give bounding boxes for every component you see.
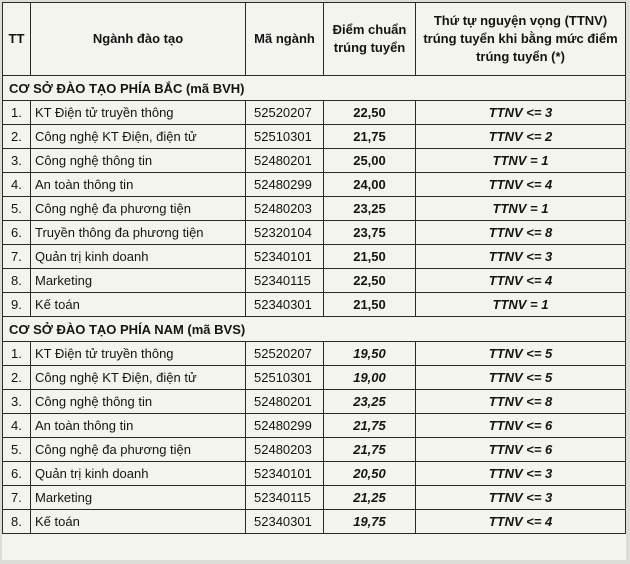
table-row	[3, 173, 626, 197]
major-name: Kế toán	[31, 293, 246, 317]
cutoff-score: 21,25	[324, 486, 416, 510]
major-code: 52480203	[246, 438, 324, 462]
table-row	[3, 221, 626, 245]
row-number: 2.	[3, 366, 31, 390]
ttnv-condition: TTNV <= 4	[416, 173, 626, 197]
cutoff-score: 25,00	[324, 149, 416, 173]
cutoff-score: 24,00	[324, 173, 416, 197]
table-row	[3, 245, 626, 269]
major-name: Công nghệ thông tin	[31, 390, 246, 414]
header-code: Mã ngành	[246, 3, 324, 76]
ttnv-condition: TTNV <= 8	[416, 390, 626, 414]
row-number: 4.	[3, 414, 31, 438]
major-name: Công nghệ KT Điện, điện tử	[31, 125, 246, 149]
major-code: 52510301	[246, 366, 324, 390]
table-row	[3, 293, 626, 317]
ttnv-condition: TTNV = 1	[416, 149, 626, 173]
row-number: 7.	[3, 245, 31, 269]
major-name: Công nghệ đa phương tiện	[31, 197, 246, 221]
major-name: Kế toán	[31, 510, 246, 534]
ttnv-condition: TTNV <= 5	[416, 342, 626, 366]
major-code: 52340115	[246, 486, 324, 510]
major-code: 52340101	[246, 245, 324, 269]
major-name: Công nghệ thông tin	[31, 149, 246, 173]
table-row	[3, 438, 626, 462]
cutoff-score: 21,50	[324, 245, 416, 269]
major-name: KT Điện tử truyền thông	[31, 342, 246, 366]
table-row	[3, 462, 626, 486]
header-major: Ngành đào tạo	[31, 3, 246, 76]
major-code: 52480201	[246, 390, 324, 414]
ttnv-condition: TTNV <= 4	[416, 510, 626, 534]
table-row	[3, 486, 626, 510]
cutoff-score: 23,25	[324, 197, 416, 221]
section-title: CƠ SỞ ĐÀO TẠO PHÍA NAM (mã BVS)	[3, 317, 626, 342]
row-number: 5.	[3, 438, 31, 462]
row-number: 3.	[3, 149, 31, 173]
row-number: 2.	[3, 125, 31, 149]
section-row	[3, 76, 626, 101]
cutoff-score: 21,50	[324, 293, 416, 317]
cutoff-score: 19,75	[324, 510, 416, 534]
cutoff-score: 19,50	[324, 342, 416, 366]
row-number: 8.	[3, 510, 31, 534]
ttnv-condition: TTNV <= 8	[416, 221, 626, 245]
row-number: 1.	[3, 342, 31, 366]
major-name: An toàn thông tin	[31, 173, 246, 197]
major-name: An toàn thông tin	[31, 414, 246, 438]
ttnv-condition: TTNV <= 6	[416, 438, 626, 462]
major-name: Công nghệ đa phương tiện	[31, 438, 246, 462]
row-number: 7.	[3, 486, 31, 510]
section-row	[3, 317, 626, 342]
header-row	[3, 3, 626, 76]
row-number: 5.	[3, 197, 31, 221]
ttnv-condition: TTNV <= 5	[416, 366, 626, 390]
major-code: 52340101	[246, 462, 324, 486]
row-number: 8.	[3, 269, 31, 293]
cutoff-score: 21,75	[324, 414, 416, 438]
row-number: 6.	[3, 462, 31, 486]
major-code: 52340115	[246, 269, 324, 293]
major-code: 52510301	[246, 125, 324, 149]
major-name: Công nghệ KT Điện, điện tử	[31, 366, 246, 390]
ttnv-condition: TTNV <= 3	[416, 486, 626, 510]
ttnv-condition: TTNV = 1	[416, 293, 626, 317]
major-name: Quản trị kinh doanh	[31, 462, 246, 486]
table-body	[3, 76, 626, 534]
major-code: 52480203	[246, 197, 324, 221]
table-row	[3, 510, 626, 534]
major-code: 52340301	[246, 293, 324, 317]
table-row	[3, 101, 626, 125]
table-row	[3, 269, 626, 293]
table-row	[3, 125, 626, 149]
cutoff-score: 19,00	[324, 366, 416, 390]
cutoff-score: 22,50	[324, 101, 416, 125]
header-ttnv: Thứ tự nguyện vọng (TTNV) trúng tuyển khi bằng mức điểm trúng tuyển (*)	[416, 3, 626, 76]
cutoff-score: 21,75	[324, 438, 416, 462]
cutoff-score: 22,50	[324, 269, 416, 293]
section-title: CƠ SỞ ĐÀO TẠO PHÍA BẮC (mã BVH)	[3, 76, 626, 101]
major-code: 52480299	[246, 414, 324, 438]
major-code: 52520207	[246, 101, 324, 125]
ttnv-condition: TTNV <= 3	[416, 245, 626, 269]
ttnv-condition: TTNV <= 2	[416, 125, 626, 149]
major-code: 52480201	[246, 149, 324, 173]
ttnv-condition: TTNV <= 4	[416, 269, 626, 293]
major-name: KT Điện tử truyền thông	[31, 101, 246, 125]
table-row	[3, 390, 626, 414]
cutoff-score: 23,25	[324, 390, 416, 414]
ttnv-condition: TTNV <= 3	[416, 101, 626, 125]
major-code: 52480299	[246, 173, 324, 197]
major-name: Truyền thông đa phương tiện	[31, 221, 246, 245]
cutoff-score: 20,50	[324, 462, 416, 486]
cutoff-score: 23,75	[324, 221, 416, 245]
major-name: Marketing	[31, 486, 246, 510]
row-number: 9.	[3, 293, 31, 317]
table-row	[3, 342, 626, 366]
major-name: Marketing	[31, 269, 246, 293]
admission-score-sheet	[2, 2, 626, 560]
header-score: Điểm chuẩn trúng tuyển	[324, 3, 416, 76]
header-tt: TT	[3, 3, 31, 76]
table-row	[3, 366, 626, 390]
major-name: Quản trị kinh doanh	[31, 245, 246, 269]
ttnv-condition: TTNV = 1	[416, 197, 626, 221]
row-number: 1.	[3, 101, 31, 125]
row-number: 6.	[3, 221, 31, 245]
row-number: 3.	[3, 390, 31, 414]
major-code: 52520207	[246, 342, 324, 366]
ttnv-condition: TTNV <= 6	[416, 414, 626, 438]
major-code: 52320104	[246, 221, 324, 245]
admission-table	[2, 2, 626, 534]
major-code: 52340301	[246, 510, 324, 534]
table-row	[3, 197, 626, 221]
cutoff-score: 21,75	[324, 125, 416, 149]
table-row	[3, 414, 626, 438]
row-number: 4.	[3, 173, 31, 197]
ttnv-condition: TTNV <= 3	[416, 462, 626, 486]
table-row	[3, 149, 626, 173]
